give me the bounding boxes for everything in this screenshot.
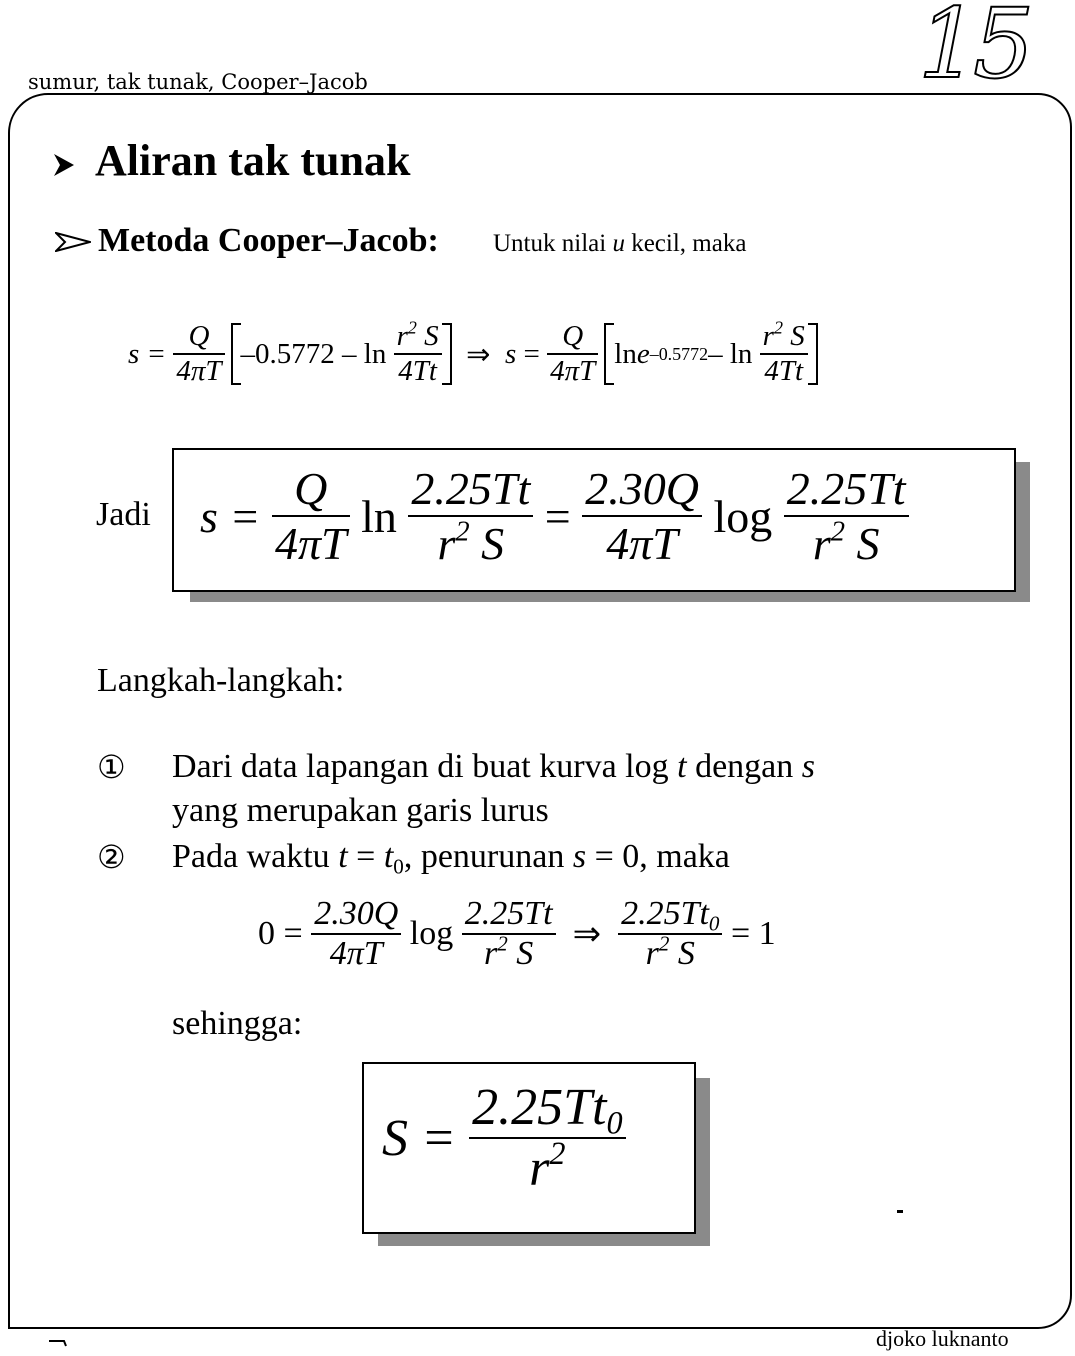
step-1-text: Dari data lapangan di buat kurva log t dengan s [172,748,815,785]
author-name: djoko luknanto [876,1326,1009,1351]
steps-heading: Langkah-langkah: [97,662,345,699]
jadi-label: Jadi [96,496,151,533]
sehingga-label: sehingga: [172,1005,303,1042]
header-topic: sumur, tak tunak, Cooper–Jacob [28,70,368,94]
arrowhead-icon [55,232,91,252]
bullet-icon [52,152,76,178]
corner-mark-icon [48,1338,68,1348]
step-number-2: ② [97,838,126,876]
page-title: Aliran tak tunak [95,136,411,185]
page-number: 15 [918,0,1029,100]
method-description: Untuk nilai u kecil, maka [493,230,747,257]
equation-result-ln-log: s = $\frac{Q}{4\pi T}$ ln $\frac{2.25Tt}{r^2 S}$ = $\frac{2.30Q}{4\pi T}$ log $\frac{2.25Tt}{r^2 S}$ [200,462,909,570]
equation-t0-condition: 0 = $\frac{2.30Q}{4\pi T}$ log $\frac{2.25Tt}{r^2 S}$ ⇒ $\frac{2.25Tt_0}{r^2 S}$ = 1 [258,895,776,972]
equation-storativity: S = $\frac{2.25Tt_0}{r^2}$ [382,1078,626,1198]
step-1-text-cont: yang merupakan garis lurus [172,792,549,829]
method-name: Metoda Cooper–Jacob: [98,222,439,259]
step-2-text: Pada waktu $t = t_0$, penurunan s = 0, maka [172,838,730,879]
equation-expansion: s = $\frac{Q}{4\pi T}$ –0.5772 – ln $\frac{r^2 S}{4Tt}$ ⇒ s = $\frac{Q}{4\pi T}$ ln e –0.5772 – ln $\frac{r^2 S}{4Tt}$ [128,320,818,388]
step-number-1: ① [97,748,126,786]
scan-speck [897,1210,903,1213]
